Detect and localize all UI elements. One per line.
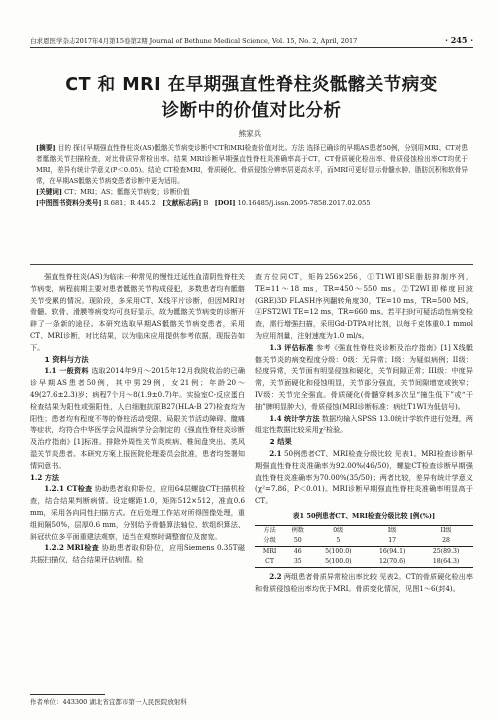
- table-subheader-row: [255, 536, 473, 547]
- section-2-2: [255, 571, 473, 595]
- section-1-1: [30, 365, 245, 471]
- section-2-1-title: 2.1: [269, 448, 282, 458]
- keywords-label: [关键词]: [36, 188, 63, 196]
- table-subheader-cell: 5: [311, 536, 365, 547]
- table-cell: 16(94.1): [378, 548, 406, 556]
- section-1-4-body: 数据均输入SPSS 13.0统计学软件进行处理，两组定性数据比较采用χ²检验。: [255, 413, 473, 435]
- section-2-1: [255, 448, 473, 507]
- table-header-cell: 0级: [311, 525, 365, 536]
- section-1-4-title: 1.4 统计学方法: [269, 413, 320, 423]
- table-subheader-cell: 50: [284, 536, 311, 547]
- table-cell: MRI: [262, 548, 277, 556]
- intro-paragraph: 强直性脊柱炎(AS)为临床一种常见的慢性迁延性血清阴性脊柱关节病变，病程前期主要对患者骶髂关节构成侵犯，多数患者均有骶髂关节受累的情况。现阶段，多采用CT、X线平片诊断，但因MRI对骨髓、软骨、滑膜等病变均可良好显示，故为骶髂关节病变的诊断开辟了一条新的途径。本研究选取早期AS骶髂关节病变患者，采用CT、MRI诊断，对比结果，以为临床应用提供参考依据，现报告如下。: [30, 272, 245, 352]
- footnote-divider: [30, 694, 105, 695]
- section-2-1-body: 50例患者CT、MRI检查分级比较 见表1。MRI检查诊断早期强直性脊柱炎准确率为92.00%(46/50)，螺旋CT检查诊断早期强直性脊柱炎准确率为70.00%(35/50)；两者比较，差异有统计学意义(χ²=7.86，P＜0.01)。MRI诊断早期强直性脊柱炎准确率明显高于CT。: [255, 448, 473, 506]
- section-1-2-2: [30, 542, 245, 566]
- journal-citation: 白求恩医学杂志2017年4月第15卷第2期 Journal of Bethune Medical Science, Vol. 15, No. 2, April, 2017: [30, 37, 358, 45]
- classification-line: [36, 198, 468, 209]
- section-1-1-title: 1.1 一般资料: [44, 366, 89, 376]
- section-2-2-title: 2.2: [269, 571, 282, 581]
- abstract-block: [36, 143, 468, 209]
- table-cell: 46: [293, 548, 302, 556]
- title-line-1: CT 和 MRI 在早期强直性脊柱炎骶髂关节病变: [65, 75, 438, 95]
- title-line-2: 诊断中的价值对比分析: [161, 101, 342, 121]
- doi: 10.16485/j.issn.2095-7858.2017.02.055: [237, 199, 371, 207]
- section-1-2-2-title: 1.2.2 MRI检查: [44, 543, 100, 553]
- section-1-3: [255, 342, 473, 413]
- table-cell: 12(70.6): [365, 557, 419, 568]
- section-1-1-body: 选取2014年9月～2015年12月我院收治的已确诊早期AS患者50例，其中男29例，女21例；年龄20～49(27.6±2.3)岁；病程7个月～8(1.9±0.7)年。实验室C-反应蛋白检查结果为阳性或强阳性，人白细胞抗原B27(HLA-B 27)检查均为阳性；患者均有程度不等的脊柱活动受限、局限关节活动障碍、髋痛等症状，均符合中华医学会风湿病学分会制定的《强直性脊柱炎诊断及治疗指南》[1]标准。排除外周性关节炎疾病、椎间盘突出、类风湿关节炎患者。本研究方案上报医院伦理委员会批准，患者均签署知情同意书。: [30, 366, 245, 470]
- mri-params-paragraph: 查方位同CT，矩阵256×256，①T1WI即SE脂肪抑制序列，TE=11～18 ms，TR=450～550 ms。②T2WI即梯度回波(GRE)3D FLASH序列翻转角度30，TE=10 ms，TR=500 MS。④FST2WI TE=12 ms，TR=660 ms。若平扫时可疑活动性病变检查，需行增强扫描，采用Gd-DTPA对比剂，以每千克体重0.1 mmol为应用剂量，注射速度为1.0 ml/s。: [255, 272, 473, 340]
- table-subheader-cell: 17: [365, 536, 419, 547]
- section-1-2-2-body: 协助患者取仰卧位，应用Siemens 0.35T磁共振扫描仪，结合结果评估病情。检: [30, 543, 245, 565]
- right-column: [255, 271, 473, 594]
- running-header: [30, 31, 473, 48]
- doc-code-label: [文献标志码]: [162, 199, 202, 207]
- section-1-4: [255, 413, 473, 437]
- classification-label: [中图图书资料分类号]: [36, 199, 102, 207]
- abstract-label: [摘要]: [36, 144, 56, 152]
- keywords: CT；MRI；AS；骶髂关节病变；诊断价值: [64, 188, 190, 196]
- table-subheader-cell: 分级: [255, 536, 284, 547]
- section-1-heading: 1 资料与方法: [44, 354, 89, 364]
- abstract-text: [36, 143, 468, 187]
- section-1-2-heading: 1.2 方法: [30, 472, 59, 482]
- section-1-3-body: 参考《强直性脊柱炎诊断及治疗指南》[1] X线骶髂关节炎的病变程度分级：0级：无异常；I级：为疑似病例；II级：轻度异常，关节面有明显侵蚀和硬化，关节间隙正常；III级：中度异常，关节面硬化和侵蚀明显，关节部分强直，关节间隙增宽或狭窄；IV级：关节完全强直。骨质硬化(骨髓穿刺多次呈“撞生低下”或“干抽”脾明显肿大)，骨质侵蚀(MRI诊断标准：病灶T1WI为低信号)。: [255, 342, 473, 411]
- section-2-2-body: 两组患者骨质异常检出率比较 见表2。CT的骨质硬化检出率和骨质侵蚀检出率均优于MRI。骨质变化情况，见图1～6(封4)。: [255, 571, 473, 593]
- author-name: 熊家兵: [238, 129, 262, 138]
- table-row: [255, 557, 473, 568]
- doi-label: [DOI]: [214, 199, 236, 207]
- classification: R 681；R 445.2: [103, 199, 156, 207]
- table-header-cell: II级: [419, 525, 473, 536]
- section-1-2-1: [30, 483, 245, 542]
- doc-code: B: [203, 199, 209, 207]
- table-subheader-cell: 28: [419, 536, 473, 547]
- article-title: [30, 72, 473, 124]
- abstract-body: 目的 探讨早期强直性脊柱炎(AS)骶髂关节病变诊断中CT和MRI检查价值对比。方法 选择已确诊的早期AS患者50例，分别用MRI、CT对患者骶髂关节扫描检查，对比骨质异常检出率。结果 MRI诊断早期强直性脊柱炎准确率高于CT，CT骨质硬化检出率、骨质侵蚀检出率CT均优于MRI，差异有统计学意义(P＜0.05)。结论 CT检查MRI，骨质硬化、骨质侵蚀分辨率居更高水平，而MRI可更好显示骨髓水肿、脂肪沉积和软骨异常，在早期AS骶髂关节病变患者诊断中更为适用。: [36, 144, 468, 185]
- table-cell: 5(100.0): [325, 548, 352, 556]
- table-cell: 5(100.0): [311, 557, 365, 568]
- table-header-cell: I级: [365, 525, 419, 536]
- keywords-line: [36, 187, 468, 198]
- author-affiliation: 作者单位：443300 湖北省宜都市第一人民医院放射科: [30, 698, 187, 706]
- section-2-heading: 2 结果: [269, 437, 292, 447]
- table-header-cell: 方法: [255, 525, 284, 536]
- table-1: [255, 525, 473, 568]
- table-header-cell: 例数: [284, 525, 311, 536]
- table-1-caption: 表1 50例患者CT、MRI检查分级比较 [例(%)]: [292, 511, 436, 520]
- table-cell: 18(64.3): [419, 557, 473, 568]
- table-row: [255, 546, 473, 557]
- page-number: · 245 ·: [445, 35, 473, 45]
- left-column: [30, 271, 245, 566]
- section-1-3-title: 1.3 评估标准: [269, 342, 314, 352]
- table-header-row: [255, 525, 473, 536]
- section-1-2-1-title: 1.2.1 CT检查: [44, 484, 93, 494]
- section-1-2-1-body: 协助患者取仰卧位，应用64层螺旋CT扫描机检查，结合结果判断病情。设定螺距1.0，矩阵512×512，准直0.6 mm，采用各向同性扫描方式。在后处理工作站对所得图像处理，重组间隔50%，层厚0.6 mm，分别给予骨骼算法轴位、软组织算法、斜冠状位多平面重建法观察，适当在观察时调整窗位及窗宽。: [30, 484, 245, 541]
- abstract-divider: [30, 264, 473, 265]
- table-cell: 25(89.3): [432, 548, 460, 556]
- table-cell: CT: [255, 557, 284, 568]
- table-cell: 35: [284, 557, 311, 568]
